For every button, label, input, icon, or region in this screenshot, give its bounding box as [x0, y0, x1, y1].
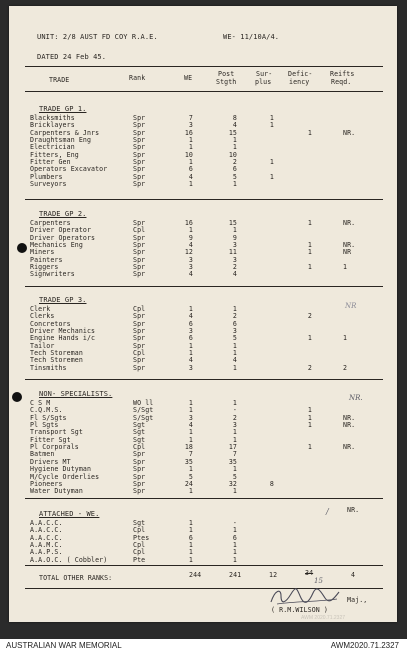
deficiency: 1	[307, 241, 312, 249]
header-rule-top	[25, 66, 383, 67]
posted-strength: 2	[232, 414, 237, 422]
signature-name: ( R.M.WILSON )	[271, 606, 328, 614]
rank: S/Sgt	[133, 414, 154, 422]
group-title: TRADE GP 2.	[39, 210, 87, 218]
posted-strength: 1	[232, 143, 237, 151]
deficiency: 2	[307, 312, 312, 320]
footer-accession: AWM2020.71.2327	[330, 641, 399, 650]
trade-name: Hygiene Dutyman	[30, 465, 92, 473]
rank: Spr	[133, 151, 146, 159]
trade-name: Pl Corporals	[30, 443, 79, 451]
we-count: 1	[188, 158, 193, 166]
posted-strength: 4	[232, 356, 237, 364]
rank: Spr	[133, 270, 146, 278]
header-rule-bottom	[25, 91, 383, 92]
col-we: WE	[184, 74, 193, 82]
trade-name: Surveyors	[30, 180, 67, 188]
we-count: 1	[188, 519, 193, 527]
we-count: 1	[188, 136, 193, 144]
trade-name: Tailor	[30, 342, 55, 350]
posted-strength: 1	[232, 305, 237, 313]
we-count: 1	[188, 180, 193, 188]
trade-name: Driver Operator	[30, 226, 92, 234]
trade-name: Carpenters & Jnrs	[30, 129, 100, 137]
trade-name: C.Q.M.S.	[30, 406, 63, 414]
surplus: 1	[269, 121, 274, 129]
trade-name: Tinsmiths	[30, 364, 67, 372]
rank: Spr	[133, 136, 146, 144]
we-count: 4	[188, 173, 193, 181]
reinforcements-reqd: 1	[343, 334, 348, 342]
rank: Cpl	[133, 526, 146, 534]
we-count: 1	[188, 436, 193, 444]
group-title: TRADE GP 1.	[39, 105, 87, 113]
rank: Spr	[133, 458, 146, 466]
signature-scrawl	[267, 584, 347, 608]
we-count: 4	[188, 421, 193, 429]
posted-strength: 3	[232, 327, 237, 335]
col-surplus-2: plus	[255, 78, 272, 86]
trade-name: Batmen	[30, 450, 55, 458]
posted-strength: 1	[232, 226, 237, 234]
rank: Spr	[133, 334, 146, 342]
col-stgth: Stgth	[216, 78, 237, 86]
posted-strength: 8	[232, 114, 237, 122]
rank: Spr	[133, 364, 146, 372]
trade-name: Clerks	[30, 312, 55, 320]
posted-strength: 1	[232, 349, 237, 357]
posted-strength: 9	[232, 234, 237, 242]
we-count: 24	[184, 480, 193, 488]
posted-strength: 32	[228, 480, 237, 488]
surplus: 1	[269, 173, 274, 181]
total-deficiency-correction: 15	[314, 577, 323, 585]
trade-name: Riggers	[30, 263, 59, 271]
rank: Spr	[133, 165, 146, 173]
reinforcements-reqd: NR.	[343, 219, 356, 227]
trade-name: Fitter Sgt	[30, 436, 71, 444]
clerk-reifts-handwritten: NR	[345, 302, 357, 310]
archive-stamp: AWM 2020.71.2327	[301, 615, 346, 621]
reinforcements-reqd: 2	[343, 364, 348, 372]
we-count: 1	[188, 465, 193, 473]
we-count: 1	[188, 548, 193, 556]
posted-strength: 1	[232, 526, 237, 534]
rank: Spr	[133, 248, 146, 256]
posted-strength: 10	[228, 151, 237, 159]
surplus: 8	[269, 480, 274, 488]
posted-strength: 3	[232, 421, 237, 429]
attached-reifts: NR.	[347, 506, 360, 514]
we-count: 6	[188, 334, 193, 342]
unit-line: UNIT: 2/8 AUST FD COY R.A.E.	[37, 33, 158, 41]
csm-reifts-handwritten: NR.	[349, 394, 363, 402]
we-count: 16	[184, 129, 193, 137]
dated-line: DATED 24 Feb 45.	[37, 53, 107, 61]
posted-strength: 4	[232, 121, 237, 129]
rank: Spr	[133, 256, 146, 264]
posted-strength: 1	[232, 399, 237, 407]
rank: Cpl	[133, 548, 146, 556]
trade-name: Fl S/Sgts	[30, 414, 67, 422]
we-count: 3	[188, 414, 193, 422]
total-surplus: 12	[269, 571, 278, 579]
rank: Spr	[133, 465, 146, 473]
trade-name: Miners	[30, 248, 55, 256]
col-reifts-2: Reqd.	[331, 78, 352, 86]
trade-name: Fitters, Eng	[30, 151, 79, 159]
we-count: 4	[188, 312, 193, 320]
col-deficiency-1: Defic-	[288, 70, 313, 78]
posted-strength: 11	[228, 248, 237, 256]
we-reference: WE- 11/10A/4.	[223, 33, 280, 41]
group-separator	[25, 379, 383, 380]
we-count: 10	[184, 151, 193, 159]
rank: Spr	[133, 356, 146, 364]
rank: Spr	[133, 219, 146, 227]
rank: Spr	[133, 114, 146, 122]
rank: Cpl	[133, 305, 146, 313]
rank: Spr	[133, 241, 146, 249]
trade-name: Fitter Gen	[30, 158, 71, 166]
we-count: 1	[188, 143, 193, 151]
deficiency: 1	[307, 414, 312, 422]
trade-name: A.A.P.S.	[30, 548, 63, 556]
posted-strength: 6	[232, 165, 237, 173]
posted-strength: 15	[228, 129, 237, 137]
posted-strength: 1	[232, 180, 237, 188]
we-count: 12	[184, 248, 193, 256]
trade-name: Carpenters	[30, 219, 71, 227]
rank: Spr	[133, 180, 146, 188]
trade-name: C S M	[30, 399, 51, 407]
trade-name: Tech Storeman	[30, 349, 83, 357]
trade-name: Clerk	[30, 305, 51, 313]
posted-strength: 5	[232, 473, 237, 481]
deficiency: 1	[307, 248, 312, 256]
trade-name: A.A.C.C.	[30, 534, 63, 542]
rank: Cpl	[133, 349, 146, 357]
rank: Spr	[133, 129, 146, 137]
posted-strength: 5	[232, 173, 237, 181]
we-count: 3	[188, 121, 193, 129]
trade-name: A.A.M.C.	[30, 541, 63, 549]
posted-strength: 1	[232, 548, 237, 556]
posted-strength: 6	[232, 320, 237, 328]
trade-name: Painters	[30, 256, 63, 264]
rank: Spr	[133, 450, 146, 458]
trade-name: Electrician	[30, 143, 75, 151]
we-count: 1	[188, 226, 193, 234]
rank: S/Sgt	[133, 406, 154, 414]
we-count: 1	[188, 305, 193, 313]
rank: Spr	[133, 158, 146, 166]
we-count: 1	[188, 399, 193, 407]
rank: Spr	[133, 234, 146, 242]
rank: Sgt	[133, 519, 146, 527]
posted-strength: 17	[228, 443, 237, 451]
trade-name: Plumbers	[30, 173, 63, 181]
we-count: 6	[188, 534, 193, 542]
reinforcements-reqd: NR.	[343, 241, 356, 249]
we-count: 1	[188, 406, 193, 414]
footer-institution: AUSTRALIAN WAR MEMORIAL	[6, 641, 122, 650]
posted-strength: 7	[232, 450, 237, 458]
rank: Sgt	[133, 436, 146, 444]
col-surplus-1: Sur-	[256, 70, 273, 78]
we-count: 1	[188, 526, 193, 534]
col-reifts-1: Reifts	[330, 70, 355, 78]
reinforcements-reqd: NR.	[343, 414, 356, 422]
rank: Sgt	[133, 428, 146, 436]
we-count: 1	[188, 428, 193, 436]
total-post: 241	[229, 571, 242, 579]
posted-strength: 1	[232, 465, 237, 473]
posted-strength: 1	[232, 364, 237, 372]
punch-hole-top	[17, 243, 27, 253]
group-title: NON- SPECIALISTS.	[39, 390, 113, 398]
trade-name: Transport Sgt	[30, 428, 83, 436]
posted-strength: 1	[232, 487, 237, 495]
we-count: 18	[184, 443, 193, 451]
reinforcements-reqd: NR	[343, 248, 352, 256]
surplus: 1	[269, 158, 274, 166]
posted-strength: 5	[232, 334, 237, 342]
we-count: 9	[188, 234, 193, 242]
rank: Spr	[133, 312, 146, 320]
trade-name: Engine Hands i/c	[30, 334, 96, 342]
trade-name: A.A.C.C.	[30, 519, 63, 527]
totals-label: TOTAL OTHER RANKS:	[39, 574, 113, 582]
posted-strength: 1	[232, 428, 237, 436]
we-count: 7	[188, 114, 193, 122]
deficiency: 1	[307, 219, 312, 227]
posted-strength: 6	[232, 534, 237, 542]
signature-rank: Maj.,	[347, 596, 368, 604]
we-count: 3	[188, 256, 193, 264]
deficiency: 2	[307, 364, 312, 372]
we-count: 6	[188, 165, 193, 173]
we-count: 3	[188, 263, 193, 271]
surplus: 1	[269, 114, 274, 122]
trade-name: Bricklayers	[30, 121, 75, 129]
we-count: 1	[188, 349, 193, 357]
rank: Ptes	[133, 534, 150, 542]
posted-strength: 35	[228, 458, 237, 466]
rank: Spr	[133, 480, 146, 488]
punch-hole-bottom	[12, 392, 22, 402]
rank: Cpl	[133, 443, 146, 451]
col-rank: Rank	[129, 74, 146, 82]
total-we: 244	[189, 571, 202, 579]
we-count: 1	[188, 556, 193, 564]
attached-deficiency-mark: /	[326, 507, 329, 516]
rank: Spr	[133, 320, 146, 328]
group-separator	[25, 498, 383, 499]
reinforcements-reqd: NR.	[343, 443, 356, 451]
deficiency: 1	[307, 443, 312, 451]
posted-strength: 2	[232, 263, 237, 271]
posted-strength: -	[232, 406, 237, 414]
posted-strength: 1	[232, 436, 237, 444]
trade-name: Signwriters	[30, 270, 75, 278]
rank: Spr	[133, 473, 146, 481]
we-count: 16	[184, 219, 193, 227]
we-count: 1	[188, 541, 193, 549]
we-count: 1	[188, 342, 193, 350]
rank: Spr	[133, 342, 146, 350]
posted-strength: 1	[232, 136, 237, 144]
rank: Sgt	[133, 421, 146, 429]
posted-strength: 2	[232, 158, 237, 166]
reinforcements-reqd: 1	[343, 263, 348, 271]
group-title: ATTACHED - WE.	[39, 510, 100, 518]
col-trade: TRADE	[49, 76, 70, 84]
rank: Cpl	[133, 226, 146, 234]
we-count: 1	[188, 487, 193, 495]
reinforcements-reqd: NR.	[343, 421, 356, 429]
trade-name: Mechanics Eng	[30, 241, 83, 249]
deficiency: 1	[307, 334, 312, 342]
trade-name: Driver Mechanics	[30, 327, 96, 335]
rank: Spr	[133, 487, 146, 495]
col-post: Post	[218, 70, 235, 78]
trade-name: A.A.O.C. ( Cobbler)	[30, 556, 108, 564]
trade-name: M/Cycle Orderlies	[30, 473, 100, 481]
totals-rule-top	[25, 565, 383, 566]
document-sheet	[9, 6, 397, 622]
archive-footer	[0, 639, 407, 653]
posted-strength: 4	[232, 270, 237, 278]
we-count: 4	[188, 270, 193, 278]
we-count: 7	[188, 450, 193, 458]
we-count: 3	[188, 327, 193, 335]
rank: Spr	[133, 173, 146, 181]
group-separator	[25, 286, 383, 287]
we-count: 4	[188, 241, 193, 249]
trade-name: Pioneers	[30, 480, 63, 488]
trade-name: Drivers MT	[30, 458, 71, 466]
we-count: 4	[188, 356, 193, 364]
posted-strength: 15	[228, 219, 237, 227]
rank: Spr	[133, 143, 146, 151]
posted-strength: 3	[232, 241, 237, 249]
rank: Spr	[133, 121, 146, 129]
trade-name: Water Dutyman	[30, 487, 83, 495]
trade-name: Concretors	[30, 320, 71, 328]
deficiency: 1	[307, 421, 312, 429]
trade-name: Blacksmiths	[30, 114, 75, 122]
reinforcements-reqd: NR.	[343, 129, 356, 137]
group-title: TRADE GP 3.	[39, 296, 87, 304]
trade-name: Operators Excavator	[30, 165, 108, 173]
posted-strength: 1	[232, 342, 237, 350]
trade-name: Tech Storemen	[30, 356, 83, 364]
we-count: 6	[188, 320, 193, 328]
total-reifts: 4	[351, 571, 356, 579]
deficiency: 1	[307, 406, 312, 414]
rank: Cpl	[133, 541, 146, 549]
posted-strength: 3	[232, 256, 237, 264]
trade-name: Driver Operators	[30, 234, 96, 242]
we-count: 5	[188, 473, 193, 481]
trade-name: A.A.C.C.	[30, 526, 63, 534]
posted-strength: 1	[232, 556, 237, 564]
posted-strength: 2	[232, 312, 237, 320]
col-deficiency-2: iency	[289, 78, 310, 86]
rank: Pte	[133, 556, 146, 564]
trade-name: Draughtsman Eng	[30, 136, 92, 144]
posted-strength: 1	[232, 541, 237, 549]
trade-name: Pl Sgts	[30, 421, 59, 429]
we-count: 3	[188, 364, 193, 372]
group-separator	[25, 199, 383, 200]
posted-strength: -	[232, 519, 237, 527]
deficiency: 1	[307, 129, 312, 137]
we-count: 35	[184, 458, 193, 466]
rank: Spr	[133, 263, 146, 271]
total-deficiency: 34	[305, 569, 314, 577]
rank: WO ll	[133, 399, 154, 407]
rank: Spr	[133, 327, 146, 335]
deficiency: 1	[307, 263, 312, 271]
